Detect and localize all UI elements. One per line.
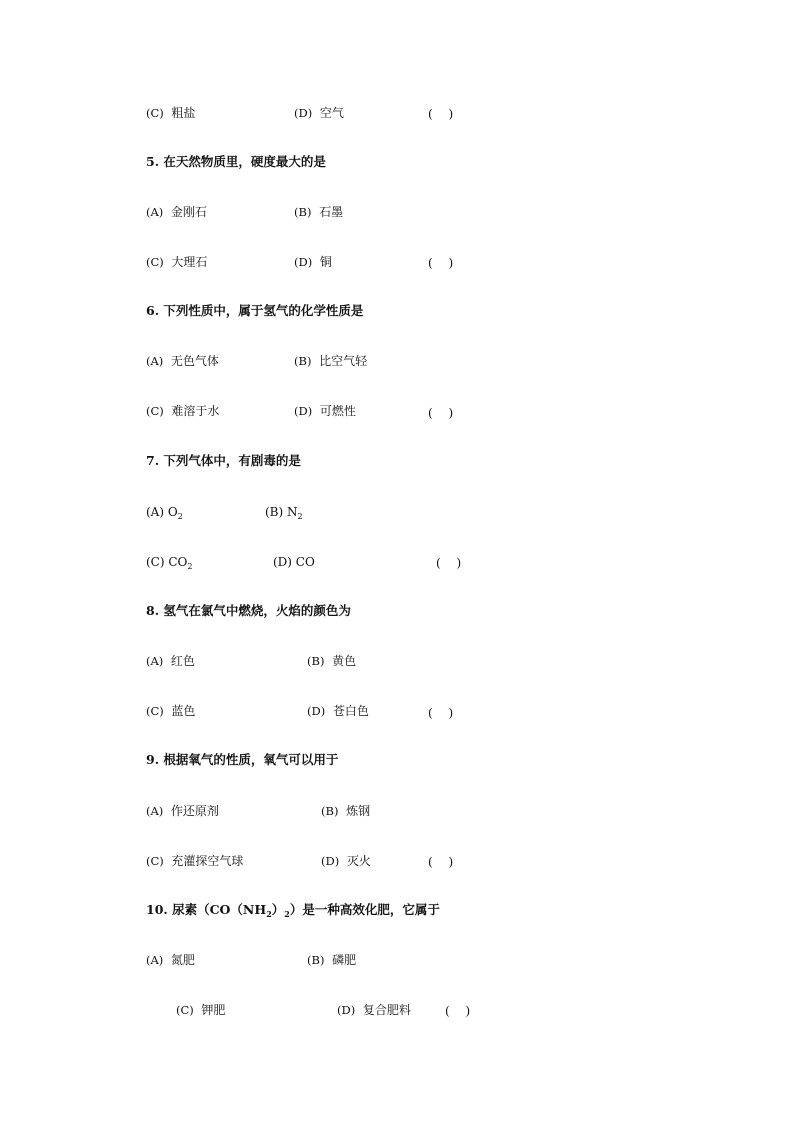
q8-option-d: (D) 苍白色: [307, 704, 369, 718]
q9-option-b: (B) 炼钢: [321, 804, 371, 818]
q8-answer-paren: ( ): [428, 706, 454, 720]
q10-option-c: (C) 钾肥: [176, 1003, 226, 1017]
q9-option-c: (C) 充灌探空气球: [146, 854, 244, 868]
q7-question: 7. 下列气体中，有剧毒的是: [146, 453, 301, 468]
q5-question: 5. 在天然物质里，硬度最大的是: [146, 154, 326, 169]
q7-option-c: (C) $CO_2$: [146, 555, 193, 571]
q9-option-d: (D) 灭火: [321, 854, 371, 868]
q10-option-a: (A) 氮肥: [146, 953, 195, 967]
q6-option-d: (D) 可燃性: [294, 404, 356, 418]
q5-option-d: (D) 铜: [294, 255, 332, 269]
q8-question: 8. 氢气在氯气中燃烧，火焰的颜色为: [146, 603, 351, 618]
q8-option-c: (C) 蓝色: [146, 704, 196, 718]
q5-option-c: (C) 大理石: [146, 255, 208, 269]
q9-answer-paren: ( ): [428, 855, 454, 869]
q7-option-d: (D) CO: [273, 555, 315, 569]
q8-option-b: (B) 黄色: [307, 654, 357, 668]
q4-answer-paren: ( ): [428, 107, 454, 121]
q4-option-d: (D) 空气: [294, 106, 344, 120]
q6-question: 6. 下列性质中，属于氢气的化学性质是: [146, 303, 364, 318]
q4-option-c: (C) 粗盐: [146, 106, 196, 120]
q7-answer-paren: ( ): [436, 556, 462, 570]
q10-option-b: (B) 磷肥: [307, 953, 357, 967]
q10-answer-paren: ( ): [445, 1004, 471, 1018]
q10-option-d: (D) 复合肥料: [337, 1003, 411, 1017]
q10-question: 10. 尿素$(CO(NH_2)_2)$是一种高效化肥，它属于: [146, 902, 440, 919]
q9-option-a: (A) 作还原剂: [146, 804, 219, 818]
q5-option-b: (B) 石墨: [294, 205, 344, 219]
q5-option-a: (A) 金刚石: [146, 205, 207, 219]
q6-option-c: (C) 难溶于水: [146, 404, 220, 418]
q5-answer-paren: ( ): [428, 256, 454, 270]
q7-option-b: (B) $N_2$: [265, 505, 303, 521]
q6-option-b: (B) 比空气轻: [294, 354, 368, 368]
q8-option-a: (A) 红色: [146, 654, 195, 668]
q9-question: 9. 根据氧气的性质，氧气可以用于: [146, 752, 339, 767]
q7-option-a: (A) $O_2$: [146, 505, 183, 521]
q6-answer-paren: ( ): [428, 406, 454, 420]
q6-option-a: (A) 无色气体: [146, 354, 219, 368]
